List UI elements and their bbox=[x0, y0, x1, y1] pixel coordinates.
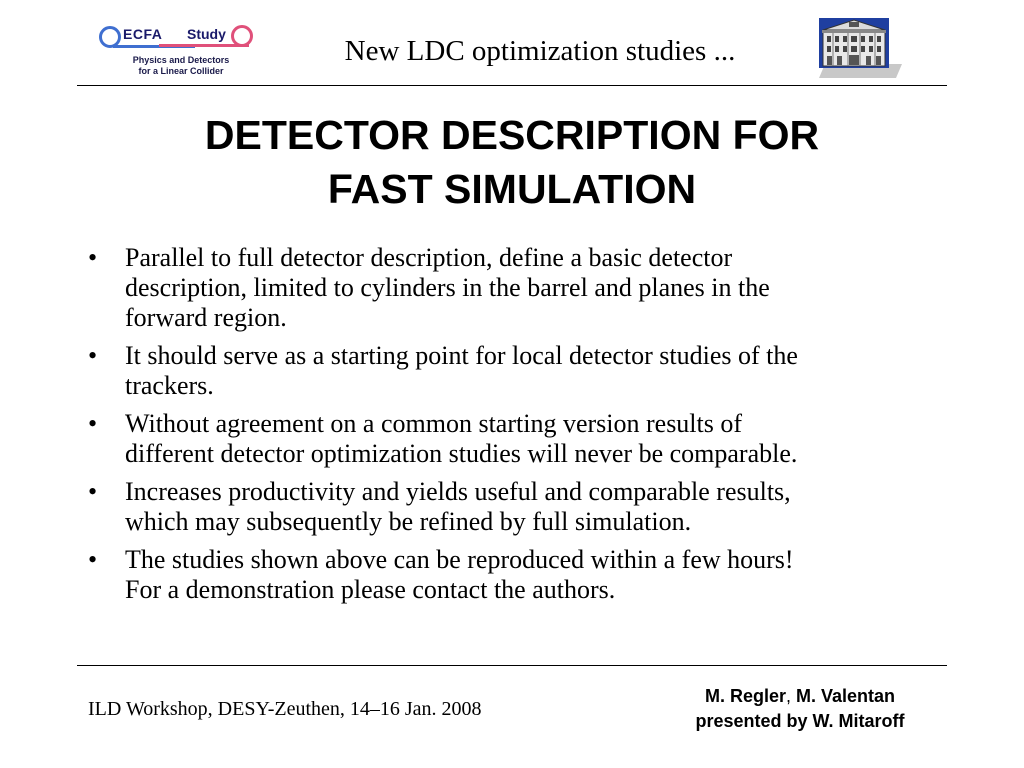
header-divider bbox=[77, 85, 947, 86]
footer-divider bbox=[77, 665, 947, 666]
bullet-line: description, limited to cylinders in the barrel and planes in the bbox=[125, 273, 770, 302]
bullet-line: Increases productivity and yields useful and comparable results, bbox=[125, 477, 791, 506]
bullet-line: which may subsequently be refined by full simulation. bbox=[125, 507, 692, 536]
slide-title-line2: FAST SIMULATION bbox=[327, 166, 697, 212]
logo-word-study: Study bbox=[187, 26, 226, 42]
building-icon bbox=[813, 16, 902, 78]
bullet-line: trackers. bbox=[125, 371, 214, 400]
footer-event: ILD Workshop, DESY-Zeuthen, 14–16 Jan. 2008 bbox=[88, 698, 482, 720]
logo-blue-ring-icon bbox=[99, 26, 121, 48]
bullet-item bbox=[88, 341, 948, 401]
bullet-dot: • bbox=[88, 341, 98, 370]
bullet-item bbox=[88, 477, 948, 537]
logo-subtitle-line1: Physics and Detectors bbox=[132, 55, 230, 65]
author-regler: M. Regler bbox=[704, 686, 786, 706]
footer-presenter: presented by W. Mitaroff bbox=[695, 711, 905, 731]
bullet-line: Without agreement on a common starting version results of bbox=[125, 409, 743, 438]
bullet-line: For a demonstration please contact the authors. bbox=[125, 575, 616, 604]
bullet-line: different detector optimization studies will never be comparable. bbox=[125, 439, 798, 468]
bullet-dot: • bbox=[88, 409, 98, 438]
bullet-line: forward region. bbox=[125, 303, 287, 332]
bullet-dot: • bbox=[88, 477, 98, 506]
bullet-dot: • bbox=[88, 545, 98, 574]
logo-word-ecfa: ECFA bbox=[123, 26, 163, 42]
slide-title-line1: DETECTOR DESCRIPTION FOR bbox=[204, 112, 820, 158]
header-title: New LDC optimization studies ... bbox=[344, 35, 736, 67]
bullet-item bbox=[88, 409, 948, 469]
logo-subtitle-line2: for a Linear Collider bbox=[138, 66, 224, 76]
author-valentan: M. Valentan bbox=[791, 686, 896, 706]
bullet-line: The studies shown above can be reproduced within a few hours! bbox=[125, 545, 794, 574]
author-separator: , bbox=[785, 686, 791, 706]
footer-authors bbox=[640, 684, 960, 734]
ecfa-study-logo bbox=[93, 17, 269, 81]
bullet-list bbox=[88, 243, 948, 613]
bullet-line: It should serve as a starting point for local detector studies of the bbox=[125, 341, 798, 370]
slide-title bbox=[100, 108, 924, 216]
logo-pink-ring-icon bbox=[231, 25, 253, 47]
footer-authors-line1 bbox=[640, 684, 960, 709]
bullet-line: Parallel to full detector description, define a basic detector bbox=[125, 243, 733, 272]
building-logo-svg bbox=[813, 16, 902, 78]
bullet-item bbox=[88, 243, 948, 333]
bullet-dot: • bbox=[88, 243, 98, 272]
bullet-item bbox=[88, 545, 948, 605]
